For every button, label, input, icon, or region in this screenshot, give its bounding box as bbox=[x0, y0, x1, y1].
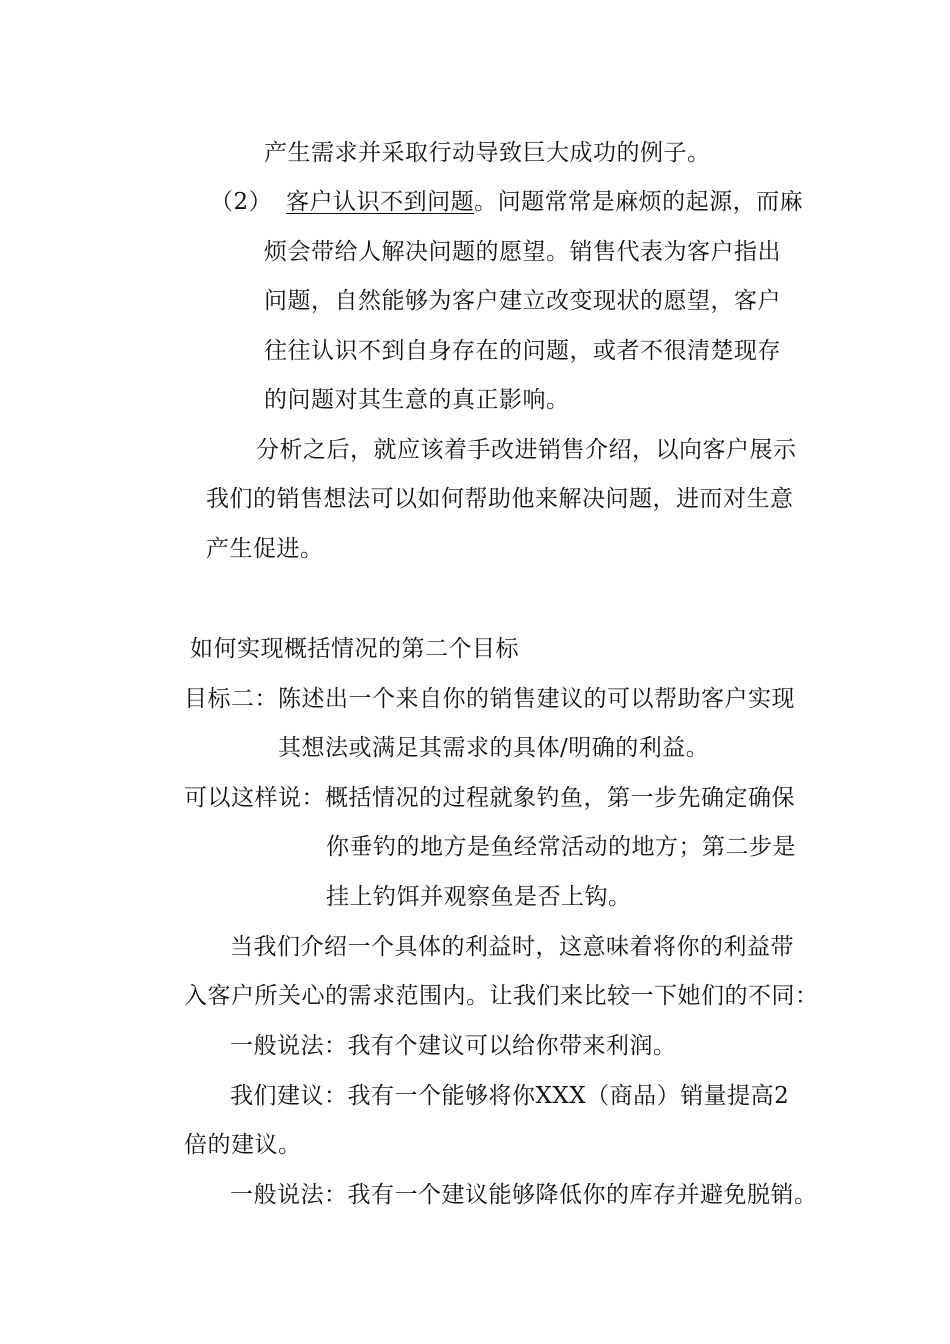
item2-line: 烦会带给人解决问题的愿望。销售代表为客户指出 bbox=[264, 239, 781, 265]
item2-number: （2） bbox=[210, 189, 273, 215]
section-title: 如何实现概括情况的第二个目标 bbox=[190, 636, 519, 662]
item2-text-first: 。问题常常是麻烦的起源，而麻 bbox=[474, 189, 804, 215]
item2-heading: 客户认识不到问题 bbox=[286, 189, 475, 215]
can-say-line: 可以这样说：概括情况的过程就象钓鱼，第一步先确定确保 bbox=[184, 785, 795, 811]
analysis-line: 分析之后，就应该着手改进销售介绍，以向客户展示 bbox=[256, 437, 797, 463]
analysis-line: 产生促进。 bbox=[206, 536, 324, 562]
item2-line: 问题，自然能够为客户建立改变现状的愿望，客户 bbox=[264, 288, 781, 314]
example-line: 一般说法：我有个建议可以给你带来利润。 bbox=[230, 1033, 677, 1059]
item2-continuation-line: 产生需求并采取行动导致巨大成功的例子。 bbox=[264, 140, 711, 166]
analysis-line: 我们的销售想法可以如何帮助他来解决问题，进而对生意 bbox=[206, 486, 794, 512]
benefit-line: 入客户所关心的需求范围内。让我们来比较一下她们的不同： bbox=[184, 983, 819, 1009]
item2-line: 往往认识不到自身存在的问题，或者不很清楚现存 bbox=[264, 338, 781, 364]
benefit-line: 当我们介绍一个具体的利益时，这意味着将你的利益带 bbox=[230, 934, 794, 960]
example-line: 一般说法：我有一个建议能够降低你的库存并避免脱销。 bbox=[230, 1182, 818, 1208]
example-line: 倍的建议。 bbox=[184, 1132, 302, 1158]
can-say-line: 挂上钓饵并观察鱼是否上钩。 bbox=[326, 884, 632, 910]
goal2-line: 其想法或满足其需求的具体/明确的利益。 bbox=[278, 735, 710, 761]
item2-first-line bbox=[210, 187, 803, 217]
example-line: 我们建议：我有一个能够将你XXX（商品）销量提高2 bbox=[230, 1083, 790, 1109]
can-say-line: 你垂钓的地方是鱼经常活动的地方；第二步是 bbox=[326, 834, 796, 860]
item2-line: 的问题对其生意的真正影响。 bbox=[264, 387, 570, 413]
goal2-line: 目标二：陈述出一个来自你的销售建议的可以帮助客户实现 bbox=[184, 686, 795, 712]
